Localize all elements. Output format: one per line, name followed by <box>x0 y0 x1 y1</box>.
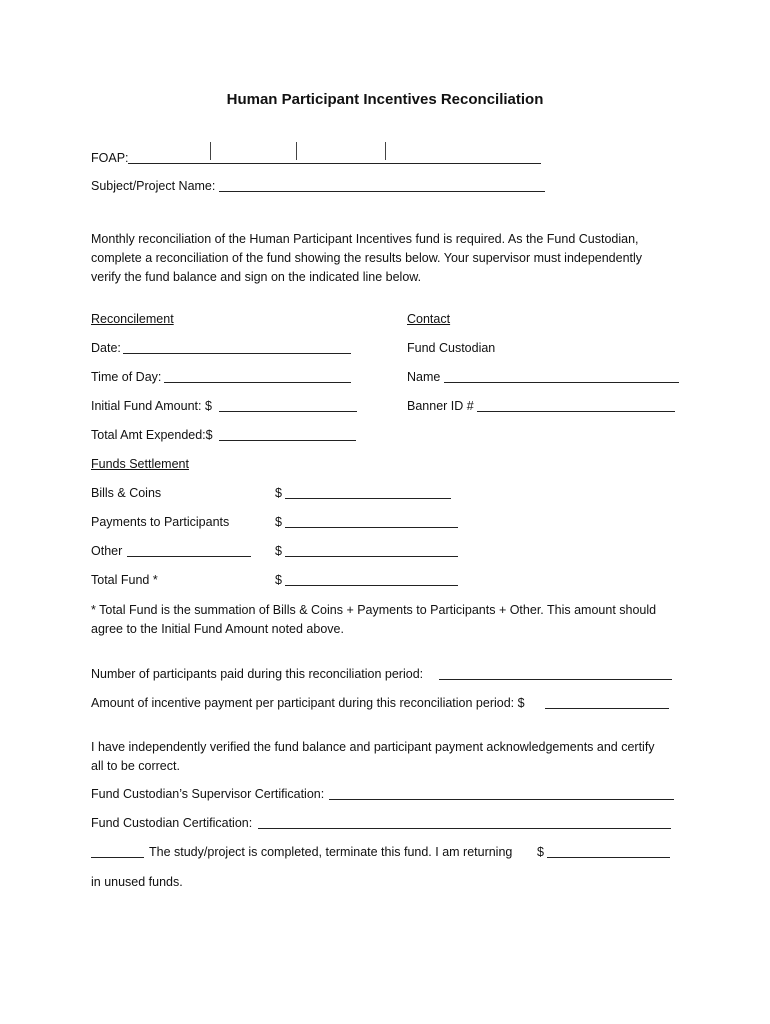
terminate-initial-field[interactable] <box>91 857 144 858</box>
intro-line: Monthly reconciliation of the Human Participant Incentives fund is required. As the Fund Custodian, <box>91 232 639 246</box>
note-line: * Total Fund is the summation of Bills & Coins + Payments to Participants + Other. This amount should <box>91 603 657 617</box>
other-description-field[interactable] <box>127 556 251 557</box>
custodian-signature-field[interactable] <box>258 828 671 829</box>
total-fund-note <box>91 601 691 639</box>
returned-amount-field[interactable] <box>547 857 670 858</box>
intro-paragraph <box>91 230 691 287</box>
date-label: Date: <box>91 341 121 355</box>
bills-coins-label: Bills & Coins <box>91 486 162 500</box>
participants-label: Number of participants paid during this reconciliation period: <box>91 667 424 681</box>
currency-sign: $ <box>275 544 282 558</box>
contact-heading: Contact <box>407 312 451 326</box>
terminate-label: The study/project is completed, terminate this fund. I am returning <box>149 845 513 859</box>
supervisor-certification-label: Fund Custodian’s Supervisor Certification: <box>91 787 325 801</box>
unused-funds-label: in unused funds. <box>91 875 183 889</box>
certify-line: I have independently verified the fund balance and participant payment acknowledgements and certify <box>91 740 655 754</box>
currency-sign: $ <box>275 515 282 529</box>
foap-divider <box>296 142 297 160</box>
currency-sign: $ <box>275 573 282 587</box>
name-field[interactable] <box>444 382 679 383</box>
intro-line: verify the fund balance and sign on the indicated line below. <box>91 270 422 284</box>
note-line: agree to the Initial Fund Amount noted above. <box>91 622 344 636</box>
supervisor-signature-field[interactable] <box>329 799 674 800</box>
settlement-heading: Funds Settlement <box>91 457 189 471</box>
initial-amount-label: Initial Fund Amount: $ <box>91 399 212 413</box>
amount-per-participant-label: Amount of incentive payment per participant during this reconciliation period: $ <box>91 696 525 710</box>
custodian-certification-label: Fund Custodian Certification: <box>91 816 253 830</box>
expended-field[interactable] <box>219 440 356 441</box>
foap-field[interactable] <box>128 163 541 164</box>
payments-label: Payments to Participants <box>91 515 230 529</box>
foap-divider <box>385 142 386 160</box>
certify-line: all to be correct. <box>91 759 180 773</box>
bills-coins-field[interactable] <box>285 498 451 499</box>
payments-field[interactable] <box>285 527 458 528</box>
amount-per-participant-field[interactable] <box>545 708 669 709</box>
banner-id-field[interactable] <box>477 411 675 412</box>
certify-paragraph <box>91 738 691 776</box>
form-title: Human Participant Incentives Reconciliation <box>226 91 544 108</box>
other-label: Other <box>91 544 123 558</box>
time-field[interactable] <box>164 382 351 383</box>
initial-amount-field[interactable] <box>219 411 357 412</box>
reconcilement-heading: Reconcilement <box>91 312 174 326</box>
name-label: Name <box>407 370 441 384</box>
fund-custodian-label: Fund Custodian <box>407 341 496 355</box>
foap-label: FOAP: <box>91 151 129 165</box>
time-label: Time of Day: <box>91 370 162 384</box>
expended-label: Total Amt Expended:$ <box>91 428 213 442</box>
other-amount-field[interactable] <box>285 556 458 557</box>
total-fund-label: Total Fund * <box>91 573 158 587</box>
subject-field[interactable] <box>219 191 545 192</box>
participants-field[interactable] <box>439 679 672 680</box>
currency-sign: $ <box>275 486 282 500</box>
banner-id-label: Banner ID # <box>407 399 474 413</box>
currency-sign: $ <box>537 845 544 859</box>
total-fund-field[interactable] <box>285 585 458 586</box>
date-field[interactable] <box>123 353 351 354</box>
foap-divider <box>210 142 211 160</box>
subject-label: Subject/Project Name: <box>91 179 216 193</box>
intro-line: complete a reconciliation of the fund showing the results below. Your supervisor must independently <box>91 251 643 265</box>
